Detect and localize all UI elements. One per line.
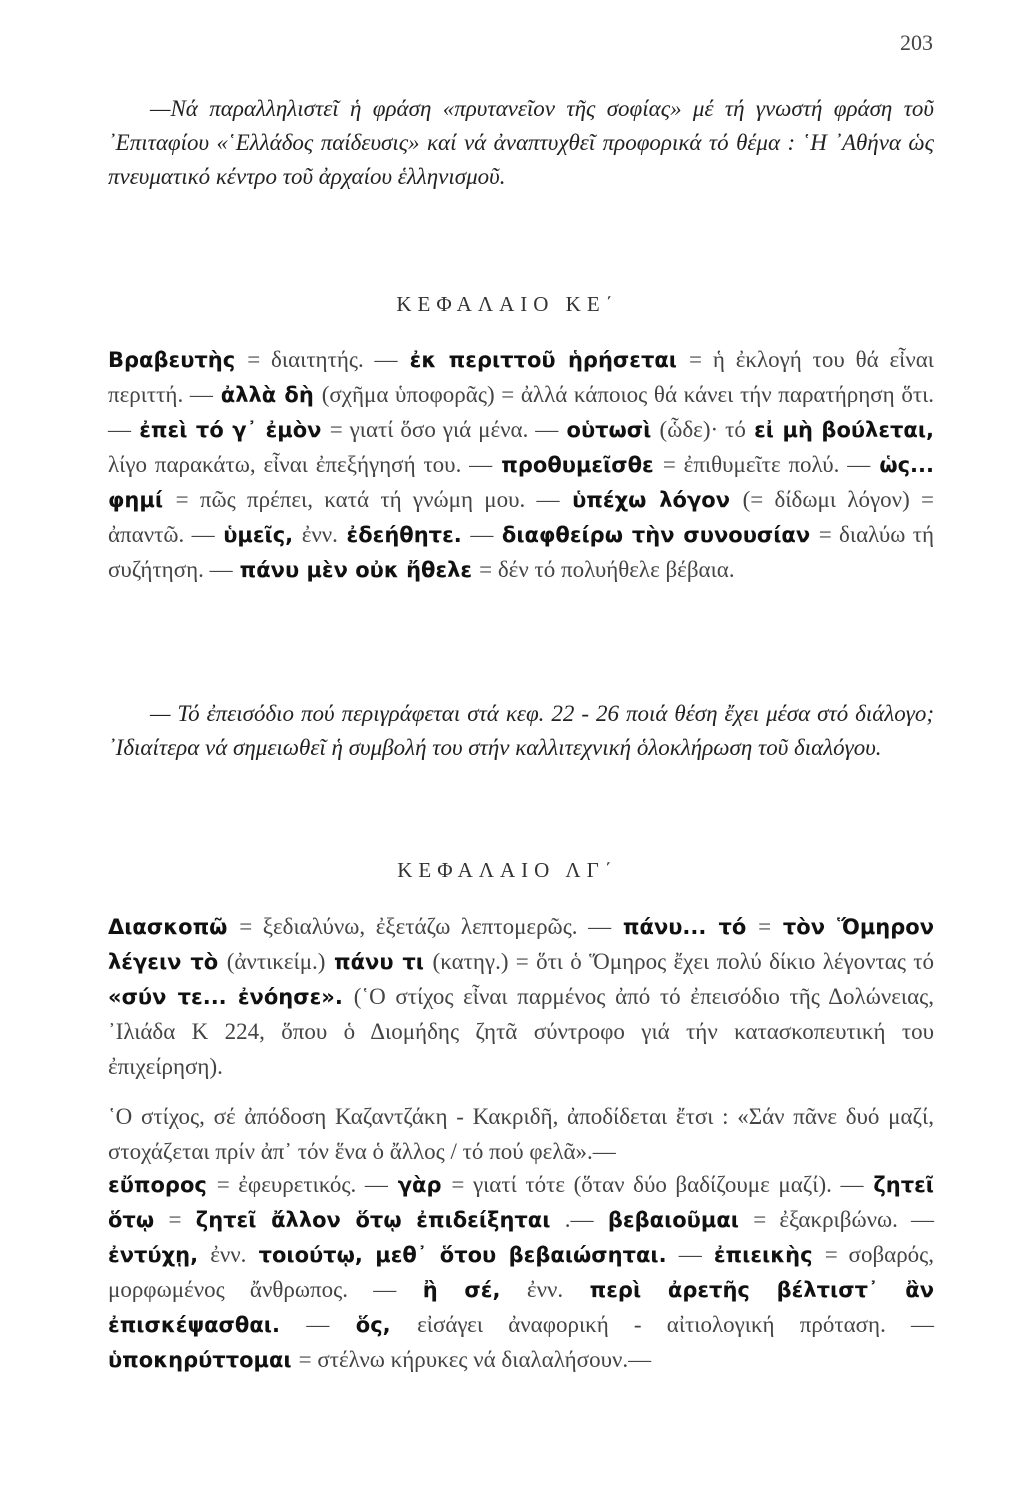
glossary-term: «σύν τε... ἐνόησε». xyxy=(108,985,343,1009)
glossary-gloss: (ὧδε)· τό xyxy=(659,417,746,442)
glossary-term: Βραβευτὴς xyxy=(108,348,236,372)
glossary-gloss: (῾Ο στίχος εἶναι παρμένος ἀπό τό ἐπεισόδιο τῆς Δολώνειας, ᾿Ιλιάδα Κ 224, ὅπου ὁ Διομήδης ζητᾶ σύντροφο γιά τήν κατασκοπευτική του ἐπιχείρηση). xyxy=(108,984,935,1079)
chapter-heading-lg: ΚΕΦΑΛΑΙΟ ΛΓ΄ xyxy=(397,858,618,882)
glossary-gloss: ἐνν. xyxy=(301,522,338,547)
glossary-gloss: = ἐφευρετικός. — xyxy=(216,1172,388,1197)
glossary-term: διαφθείρω τὴν συνουσίαν xyxy=(501,523,811,547)
glossary-term: ζητεῖ ἄλλον ὅτῳ ἐπιδείξηται xyxy=(195,1208,551,1232)
chapter-lg-verse xyxy=(108,1100,934,1170)
glossary-gloss: = ἡ ἐκλογή του θά εἶναι περιττή. — xyxy=(108,347,934,407)
glossary-term: ὑμεῖς, xyxy=(223,523,294,547)
glossary-term: ὅς, xyxy=(355,1313,391,1337)
glossary-gloss: = ξεδιαλύνω, ἐξετάζω λεπτομερῶς. — xyxy=(239,914,612,939)
intro-note-text: —Νά παραλληλιστεῖ ἡ φράση «πρυτανεῖον τῆς σοφίας» μέ τή γνωστή φράση τοῦ ᾿Επιταφίου «῾Ελλάδος παίδευσις» καί νά ἀναπτυχθεῖ προφορικά τό θέμα : ῾Η ᾿Αθήνα ὡς πνευματικό κέντρο τοῦ ἀρχαίου ἑλληνισμοῦ. xyxy=(108,96,934,189)
glossary-term: εὔπορος xyxy=(108,1173,207,1197)
glossary-gloss: (σχῆμα ὑποφορᾶς) = ἀλλά κάποιος θά κάνει τήν παρατήρηση ὅτι. — xyxy=(108,382,935,442)
glossary-gloss: — xyxy=(306,1312,330,1337)
glossary-term: ἐπεὶ τό γ᾽ ἐμὸν xyxy=(139,418,322,442)
glossary-term: ὡς... φημί xyxy=(108,453,934,512)
glossary-term: ἢ σέ, xyxy=(422,1278,501,1302)
glossary-gloss: = σοβαρός, μορφωμένος ἄνθρωπος. — xyxy=(108,1242,935,1302)
glossary-term: Διασκοπῶ xyxy=(108,915,228,939)
chapter-ke-note xyxy=(108,697,934,765)
glossary-gloss: — xyxy=(678,1242,702,1267)
glossary-term: ἐντύχῃ, xyxy=(108,1243,199,1267)
glossary-term: ὑποκηρύττομαι xyxy=(108,1348,292,1372)
glossary-term: βεβαιοῦμαι xyxy=(607,1208,739,1232)
chapter-lg-glossary-2 xyxy=(108,1168,934,1378)
glossary-term: περὶ ἀρετῆς βέλτιστ᾽ ἂν ἐπισκέψασθαι. xyxy=(108,1278,934,1337)
glossary-term: ὑπέχω λόγον xyxy=(572,488,731,512)
glossary-paragraph xyxy=(108,343,934,588)
glossary-gloss: = στέλνω κήρυκες νά διαλαλήσουν.— xyxy=(298,1347,652,1372)
verse-translation xyxy=(108,1100,934,1170)
chapter-ke-glossary xyxy=(108,343,934,588)
glossary-gloss: λίγο παρακάτω, εἶναι ἐπεξήγησή του. — xyxy=(108,452,493,477)
glossary-gloss: (ἀντικείμ.) xyxy=(226,949,326,974)
page-number: 203 xyxy=(900,30,933,55)
chapter-ke-note-text: — Τό ἐπεισόδιο πού περιγράφεται στά κεφ. 22 - 26 ποιά θέση ἔχει μέσα στό διάλογο; ᾿Ιδιαίτερα νά σημειωθεῖ ἡ συμβολή του στήν καλλιτεχνική ὁλοκλήρωση τοῦ διαλόγου. xyxy=(108,701,934,760)
glossary-gloss: — xyxy=(470,522,494,547)
glossary-term: πάνυ μὲν οὐκ ἤθελε xyxy=(239,558,473,582)
glossary-gloss: (= δίδωμι λόγον) = ἀπαντῶ. — xyxy=(108,487,935,547)
glossary-gloss: = ἐπιθυμεῖτε πολύ. — xyxy=(662,452,871,477)
glossary-term: ἐκ περιττοῦ ἡρήσεται xyxy=(409,348,677,372)
glossary-gloss: = γιατί τότε (ὅταν δύο βαδίζουμε μαζί). — xyxy=(451,1172,864,1197)
glossary-gloss: = δέν τό πολυήθελε βέβαια. xyxy=(479,557,735,582)
glossary-gloss: .— xyxy=(564,1207,594,1232)
glossary-gloss: = γιατί ὅσο γιά μένα. — xyxy=(329,417,559,442)
intro-note xyxy=(108,92,934,194)
glossary-gloss: = xyxy=(758,914,772,939)
glossary-term: πάνυ... τό xyxy=(622,915,747,939)
glossary-term: ἀλλὰ δὴ xyxy=(220,383,314,407)
glossary-gloss: = διαιτητής. — xyxy=(247,347,398,372)
glossary-paragraph xyxy=(108,910,934,1085)
glossary-gloss: = ἐξακριβώνω. — xyxy=(753,1207,934,1232)
chapter-heading-ke: ΚΕΦΑΛΑΙΟ ΚΕ΄ xyxy=(396,292,619,316)
glossary-term: πάνυ τι xyxy=(334,950,424,974)
glossary-term: τὸν Ὅμηρον λέγειν τὸ xyxy=(108,915,935,974)
glossary-gloss: εἰσάγει ἀναφορική - αἰτιολογική πρόταση. — xyxy=(417,1312,934,1337)
glossary-term: γὰρ xyxy=(397,1173,442,1197)
glossary-paragraph xyxy=(108,1168,934,1378)
glossary-term: προθυμεῖσθε xyxy=(501,453,654,477)
glossary-term: ζητεῖ ὅτῳ xyxy=(108,1173,934,1232)
glossary-term: εἰ μὴ βούλεται, xyxy=(754,418,935,442)
glossary-term: ἐδεήθητε. xyxy=(346,523,462,547)
glossary-gloss: = xyxy=(168,1207,182,1232)
glossary-term: τοιούτῳ, μεθ᾽ ὅτου βεβαιώσηται. xyxy=(258,1243,667,1267)
chapter-lg-glossary xyxy=(108,910,934,1085)
glossary-gloss: ἐνν. xyxy=(210,1242,247,1267)
verse-text: ῾Ο στίχος, σέ ἀπόδοση Καζαντζάκη - Κακριδῆ, ἀποδίδεται ἔτσι : «Σάν πᾶνε δυό μαζί, στοχάζεται πρίν ἀπ᾽ τόν ἕνα ὁ ἄλλος / τό πού φελᾶ».— xyxy=(108,1104,934,1164)
glossary-gloss: = διαλύω τή συζήτηση. — xyxy=(108,522,935,582)
glossary-term: οὑτωσὶ xyxy=(566,418,652,442)
glossary-gloss: ἐνν. xyxy=(526,1277,564,1302)
glossary-gloss: = πῶς πρέπει, κατά τή γνώμη μου. — xyxy=(175,487,560,512)
glossary-gloss: (κατηγ.) = ὅτι ὁ Ὅμηρος ἔχει πολύ δίκιο λέγοντας τό xyxy=(432,949,935,974)
glossary-term: ἐπιεικὴς xyxy=(713,1243,813,1267)
